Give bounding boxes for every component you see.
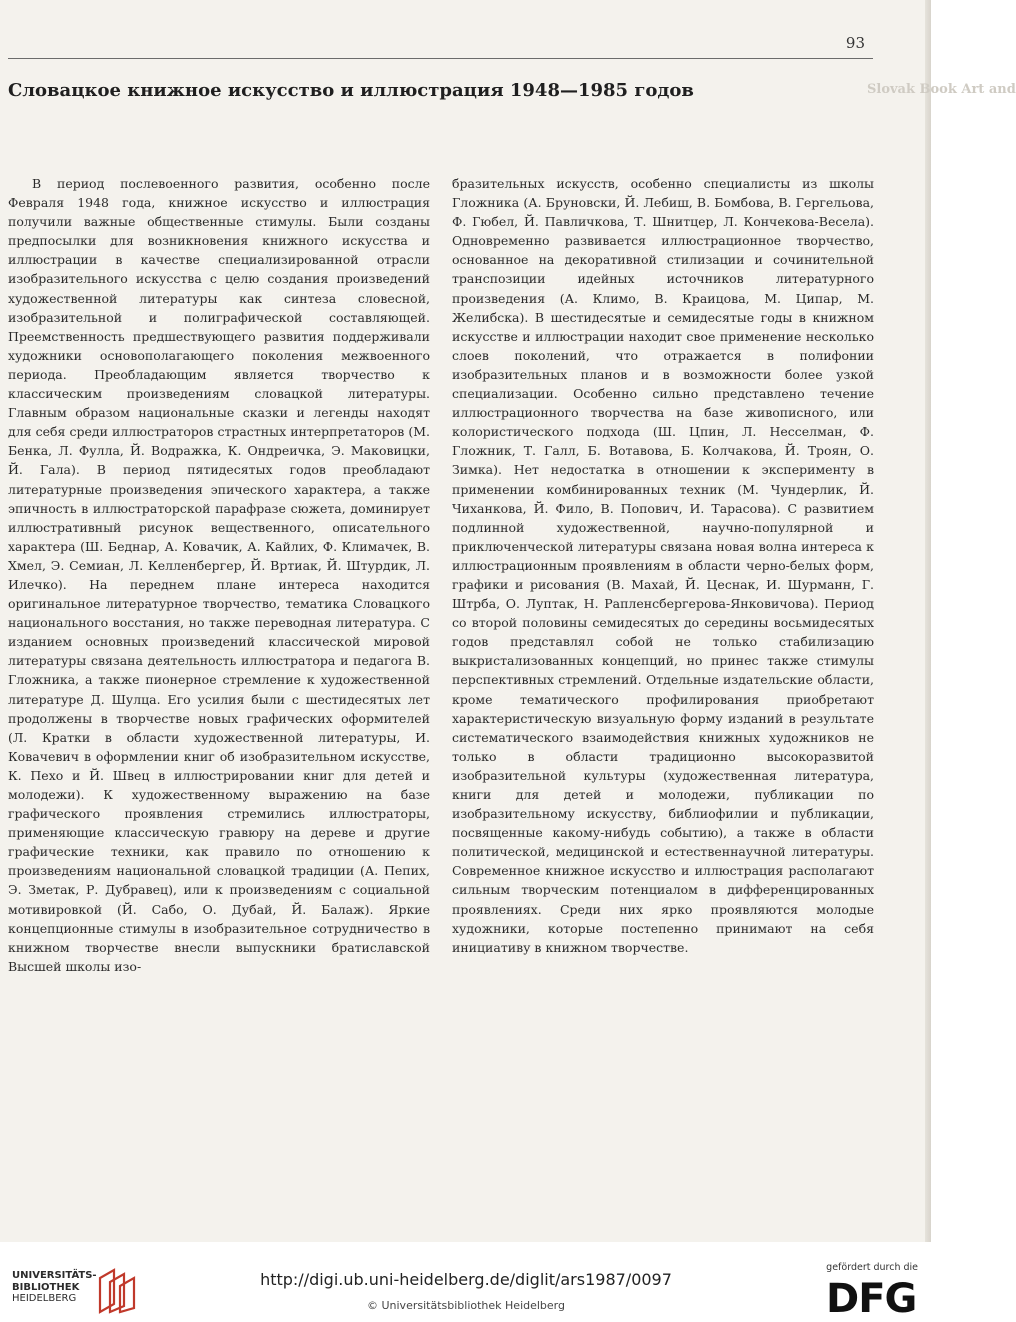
viewer-footer [0, 1242, 931, 1322]
library-name-line3: HEIDELBERG [12, 1293, 77, 1304]
university-library-logo[interactable] [12, 1266, 152, 1318]
header-rule [8, 58, 873, 59]
page-url-link[interactable]: http://digi.ub.uni-heidelberg.de/diglit/ars1987/0097 [260, 1270, 672, 1289]
left-column-text: В период послевоенного развития, особенно после Февраля 1948 года, книжное искусство и иллюстрация получили важные общественные стимулы. Были созданы предпосылки для возникновения книжного искусства и иллюстрации в качестве специализированной отрасли изобразительного искусства с целю создания произведений художественной литературы как синтеза словесной, изобразительной и полиграфической составляющей. Преемственность предшествующего развития поддерживали художники основополагающего поколения межвоенного периода. Преобладающим является творчество к классическим произведениям словацкой литературы. Главным образом национальные сказки и легенды находят для себя среди иллюстраторов страстных интерпретаторов (М. Бенка, Л. Фулла, Й. Водражка, К. Ондреичка, Э. Маковицки, Й. Гала). В период пятидесятых годов преобладают литературные произведения эпического характера, а также эпичность в иллюстраторской парафразе сюжета, доминирует иллюстративный рисунок вещественного, описательного характера (Ш. Беднар, А. Ковачик, А. Кайлих, Ф. Климачек, В. Хмел, Э. Семиан, Л. Келленбергер, Й. Вртиак, Й. Штурдик, Л. Илечко). На переднем плане интереса находится оригинальное литературное творчество, тематика Словацкого национального восстания, но также переводная литература. С изданием основных произведений классической мировой литературы связана деятельность иллюстратора и педагога В. Гложника, а также пионерное стремление к художественной литературе Д. Шулца. Его усилия были с шестидесятых лет продолжены в творчестве новых графических оформителей (Л. Кратки в области художественной литературы, И. Ковачевич в оформлении книг об изобразительном искусстве, К. Пехо и Й. Швец в иллюстрировании книг для детей и молодежи). К художественному выражению на базе графического проявления стремились иллюстраторы, применяющие классическую гравюру на дереве и другие графические техники, как правило по отношению к произведениям национальной словацкой традиции (А. Пепих, Э. Зметак, Р. Дубравец), или к произведениям с социальной мотивировкой (Й. Сабо, О. Дубай, Й. Балаж). Яркие концепционные стимулы в изобразительное сотрудничество в книжном творчестве внесли выпускники братиславской Высшей школы изо- [8, 176, 430, 974]
dfg-logo[interactable]: DFG [826, 1276, 917, 1322]
copyright-notice: © Universitätsbibliothek Heidelberg [366, 1299, 565, 1312]
library-name-line1: UNIVERSITÄTS- [12, 1270, 97, 1281]
page-number: 93 [845, 34, 865, 52]
library-name-line2: BIBLIOTHEK [12, 1281, 80, 1293]
funding-caption: gefördert durch die [826, 1262, 918, 1273]
library-name [12, 1270, 97, 1305]
article-title: Словацкое книжное искусство и иллюстрация 1948—1985 годов [8, 80, 694, 101]
bleed-through-text: Slovak Book Art and [867, 82, 1016, 97]
right-column-text: бразительных искусств, особенно специалисты из школы Гложника (А. Бруновски, Й. Лебиш, В. Бомбова, В. Гергельова, Ф. Гюбел, Й. Павличкова, Т. Шнитцер, Л. Кончекова-Весела). Одновременно развивается иллюстрационное творчество, основанное на декоративной стилизации и сочинительной транспозиции идейных источников литературного произведения (А. Климо, В. Краицова, М. Ципар, М. Желибска). В шестидесятые и семидесятые годы в книжном искусстве и иллюстрации находит свое применение несколько слоев поколений, что отражается в полифонии изобразительных планов и в возможности более узкой специализации. Особенно сильно представлено течение иллюстрационного творчества на базе живописного, или колористического подхода (Ш. Цпин, Л. Несселман, Ф. Гложник, Т. Галл, Б. Вотавова, Б. Колчакова, Й. Троян, О. Зимка). Нет недостатка в отношении к эксперименту в применении комбинированных техник (М. Чундерлик, Й. Чиханкова, Й. Фило, В. Попович, И. Тарасова). С развитием подлинной художественной, научно-популярной и приключенческой литературы связана новая волна интереса к иллюстрационным проявлениям в области черно-белых форм, графики и рисования (В. Махай, Й. Цеснак, И. Шурманн, Г. Штрба, О. Луптак, Н. Рапленсбергерова-Янковичова). Период со второй половины семидесятых до середины восьмидесятых годов представлял собой не только стабилизацию выкристализованных концепций, но принес также стимулы перспективных стремлений. Отдельные издательские области, кроме тематического профилирования приобретают характеристическую визуальную форму изданий в результате систематического взаимодействия книжных художников не только в области традиционно высокоразвитой изобразительной культуры (художественная литература, книги для детей и молодежи, публикации по изобразительному искусству, библиофилии и публикации, посвященные какому-нибудь событию), а также в области политической, медицинской и естественнаучной литературы. Современное книжное искусство и иллюстрация располагают сильным творческим потенциалом в дифференцированных проявлениях. Среди них ярко проявляются молодые художники, которые постепенно принимают на себя инициативу в книжном творчестве. [452, 176, 874, 955]
library-emblem-icon [96, 1266, 140, 1316]
page-edge [925, 0, 931, 1242]
